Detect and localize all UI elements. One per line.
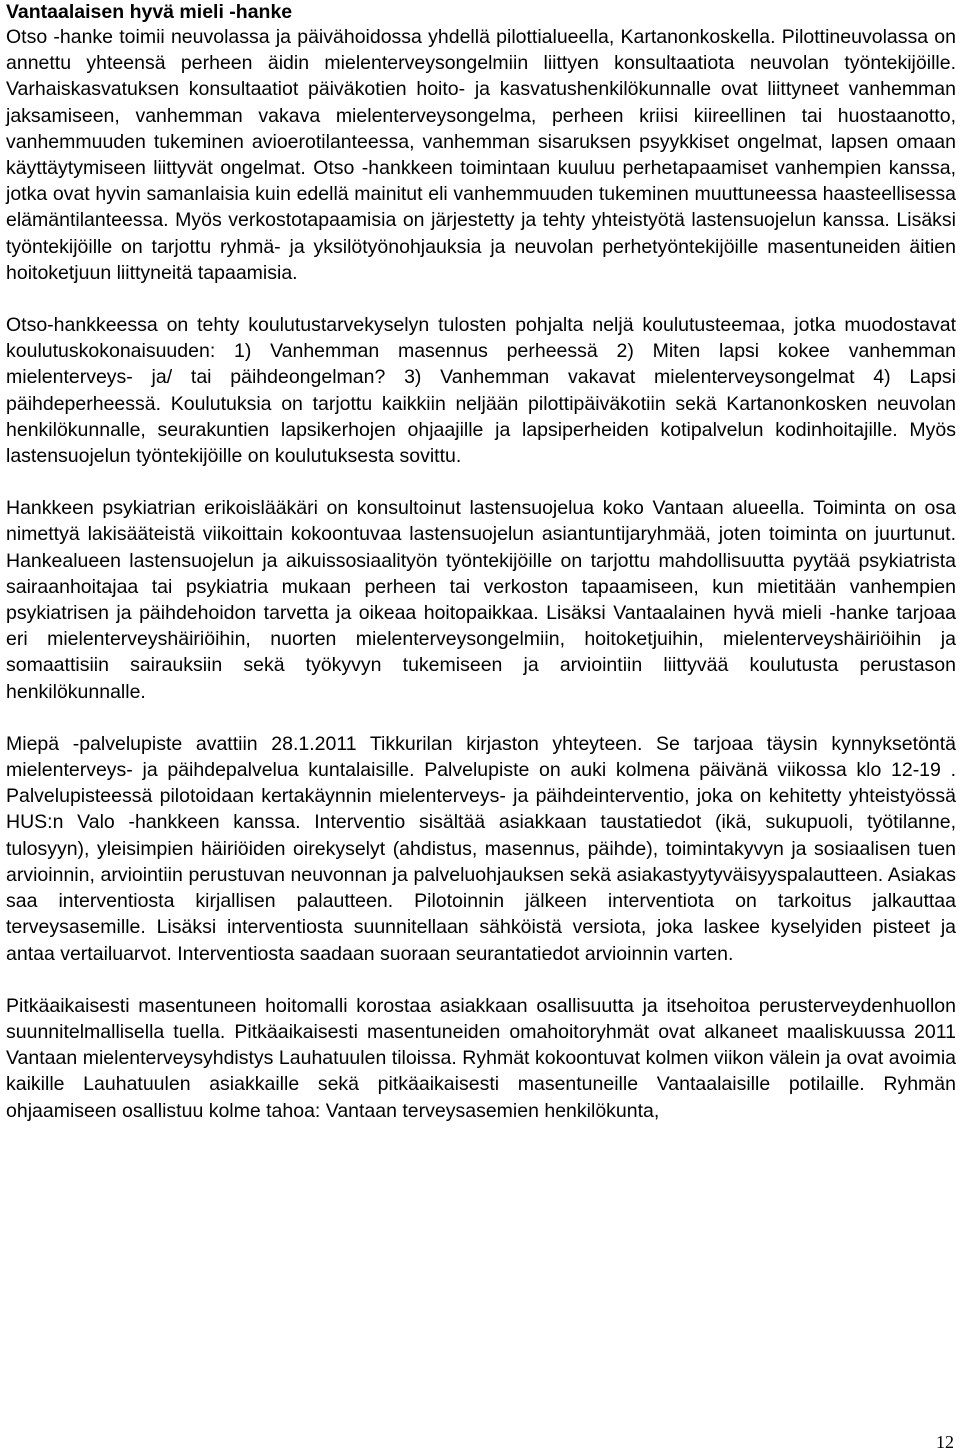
paragraph-otso-hanke: Otso -hanke toimii neuvolassa ja päivähoidossa yhdellä pilottialueella, Kartanonkoskella. Pilottineuvolassa on annettu yhteensä perheen äidin mielenterveysongelmiin liittyen konsultaatiota neuvolan työntekijöille. Varhaiskasvatuksen konsultaatiot päiväkotien hoito- ja kasvatushenkilökunnalle ovat liittyneet vanhemman jaksamiseen, vanhemman vakava mielenterveysongelma, perheen kriisi kiireellinen tai huostaanotto, vanhemmuuden tukeminen avioerotilanteessa, vanhemman sisaruksen psyykkiset ongelmat, lapsen omaan käyttäytymiseen liittyvät ongelmat. Otso -hankkeen toimintaan kuuluu perhetapaamiset vanhempien kanssa, jotka ovat hyvin samanlaisia kuin edellä mainitut eli vanhemmuuden tukeminen muuttuneessa haasteellisessa elämäntilanteessa. Myös verkostotapaamisia on järjestetty ja tehty yhteistyötä lastensuojelun kanssa. Lisäksi työntekijöille on tarjottu ryhmä- ja yksilötyönohjauksia ja neuvolan perhetyöntekijöille masentuneiden äitien hoitoketjuun liittyneitä tapaamisia. — [6, 26, 956, 284]
paragraph-koulutus: Otso-hankkeessa on tehty koulutustarvekyselyn tulosten pohjalta neljä koulutusteemaa, jotka muodostavat koulutuskokonaisuuden: 1) Vanhemman masennus perheessä 2) Miten lapsi kokee vanhemman mielenterveys- ja/ tai päihdeongelman? 3) Vanhemman vakavat mielenterveysongelmat 4) Lapsi päihdeperheessä. Koulutuksia on tarjottu kaikkiin neljään pilottipäiväkotiin sekä Kartanonkosken neuvolan henkilökunnalle, seurakuntien lapsikerhojen ohjaajille ja lapsiperheiden kotipalvelun kodinhoitajille. Myös lastensuojelun työntekijöille on koulutuksesta sovittu. — [6, 314, 956, 468]
paragraph-hoitomalli: Pitkäaikaisesti masentuneen hoitomalli korostaa asiakkaan osallisuutta ja itsehoitoa perusterveydenhuollon suunnitelmallisella tuella. Pitkäaikaisesti masentuneiden omahoitoryhmät ovat alkaneet maaliskuussa 2011 Vantaan mielenterveysyhdistys Lauhatuulen tiloissa. Ryhmät kokoontuvat kolmen viikon välein ja ovat avoimia kaikille Lauhatuulen asiakkaille sekä pitkäaikaisesti masentuneille Vantaalaisille potilaille. Ryhmän ohjaamiseen osallistuu kolme tahoa: Vantaan terveysasemien henkilökunta, — [6, 994, 956, 1122]
document-title: Vantaalaisen hyvä mieli -hanke — [6, 1, 293, 23]
document-page — [6, 0, 956, 1150]
page-number: 12 — [936, 1432, 954, 1452]
paragraph-miepa-palvelupiste: Miepä -palvelupiste avattiin 28.1.2011 Tikkurilan kirjaston yhteyteen. Se tarjoaa täysin kynnyksetöntä mielenterveys- ja päihdepalvelua kuntalaisille. Palvelupiste on auki kolmena päivänä viikossa klo 12-19 . Palvelupisteessä pilotoidaan kertakäynnin mielenterveys- ja päihdeinterventio, joka on kehitetty yhteistyössä HUS:n Valo -hankkeen kanssa. Interventio sisältää asiakkaan taustatiedot (ikä, sukupuoli, työtilanne, tulosyyn), yleisimpien häiriöiden oirekyselyt (ahdistus, masennus, päihde), toimintakyvyn ja sosiaalisen tuen arvioinnin, arviointiin perustuvan neuvonnan ja palveluohjauksen sekä asiakastyytyväisyyspalautteen. Asiakas saa interventiosta kirjallisen palautteen. Pilotoinnin jälkeen interventiota on tarkoitus jalkauttaa terveysasemille. Lisäksi interventiosta suunnitellaan sähköistä versiota, joka laskee kyselyiden pisteet ja antaa vertailuarvot. Interventiosta saadaan suoraan seurantatiedot arvioinnin varten. — [6, 732, 956, 965]
paragraph-lastensuojelu: Hankkeen psykiatrian erikoislääkäri on konsultoinut lastensuojelua koko Vantaan alueella. Toiminta on osa nimettyä lakisääteistä viikoittain kokoontuvaa lastensuojelun asiantuntijaryhmää, joten toiminta on juurtunut. Hankealueen lastensuojelun ja aikuissosiaalityön työntekijöille on tarjottu mahdollisuutta pyytää psykiatrista sairaanhoitajaa tai psykiatria mukaan perheen tai verkoston tapaamiseen, kun mietitään vanhempien psykiatrisen ja päihdehoidon tarvetta ja oikeaa hoitopaikkaa. Lisäksi Vantaalainen hyvä mieli -hanke tarjoaa eri mielenterveyshäiriöihin, nuorten mielenterveysongelmiin, hoitoketjuihin, mielenterveyshäiriöihin ja somaattisiin sairauksiin sekä työkyvyn tukemiseen ja arviointiin liittyvää koulutusta perustason henkilökunnalle. — [6, 497, 956, 703]
